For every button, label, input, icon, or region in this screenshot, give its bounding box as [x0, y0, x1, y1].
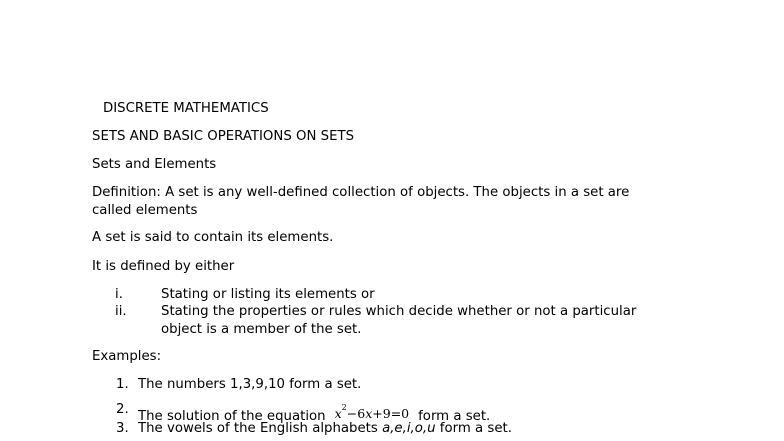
example-2-text-after: form a set.	[418, 409, 491, 424]
definition-line-1: Definition: A set is any well-defined collection of objects. The objects in a set are	[92, 185, 630, 200]
section-heading: SETS AND BASIC OPERATIONS ON SETS	[92, 129, 355, 144]
example-item-3	[138, 420, 512, 438]
definition-paragraph	[92, 184, 692, 220]
roman-marker-2: ii.	[115, 304, 127, 319]
document-title: DISCRETE MATHEMATICS	[103, 101, 269, 116]
example-3-text-after: form a set.	[439, 421, 512, 436]
subsection-heading: Sets and Elements	[92, 157, 217, 172]
equation: $x^2-6x+9=0$	[334, 403, 410, 421]
roman-item-1: Stating or listing its elements or	[161, 287, 375, 302]
contain-paragraph: A set is said to contain its elements.	[92, 230, 334, 245]
roman-marker-1: i.	[115, 287, 123, 302]
example-2-text-before: The solution of the equation	[138, 409, 326, 424]
example-item-1: The numbers 1,3,9,10 form a set.	[138, 377, 362, 392]
example-marker-1: 1.	[116, 377, 129, 392]
examples-label: Examples:	[92, 349, 162, 364]
vowels-list: a,e,i,o,u	[382, 421, 436, 436]
definition-line-2: called elements	[92, 203, 198, 218]
example-3-text-before: The vowels of the English alphabets	[138, 421, 378, 436]
roman-item-2-cont: object is a member of the set.	[161, 322, 362, 337]
roman-item-2: Stating the properties or rules which decide whether or not a particular	[161, 304, 637, 319]
example-marker-2: 2.	[116, 402, 129, 417]
defined-paragraph: It is defined by either	[92, 259, 235, 274]
example-marker-3: 3.	[116, 421, 129, 436]
